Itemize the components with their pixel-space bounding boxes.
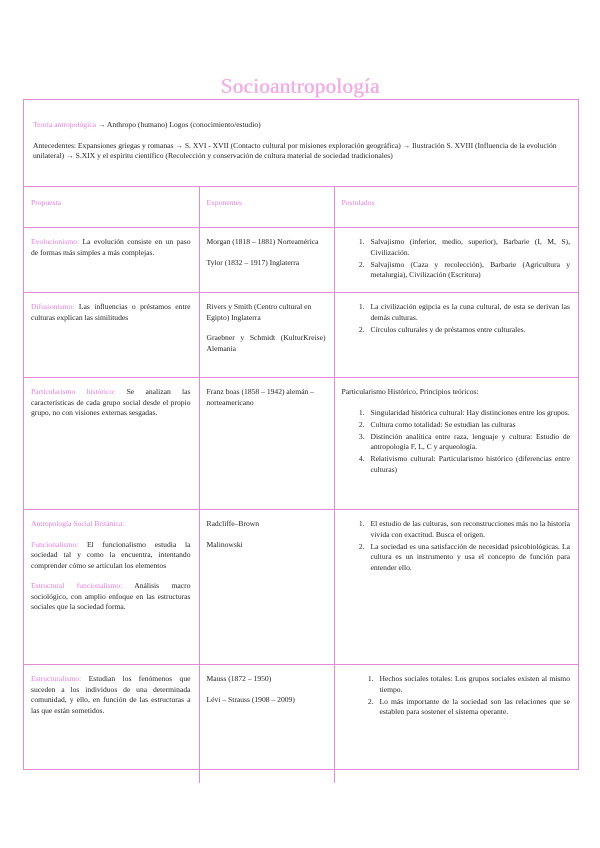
postulados-list (342, 408, 571, 476)
exponent: Radcliffe–Brown (206, 519, 260, 528)
list-item: 2. Círculos culturales y de préstamos entre culturales. (367, 325, 571, 336)
postulados-intro: Particularismo Histórico, Principios teóricos: (341, 387, 479, 396)
teoria-label: Teoría antropológica (33, 120, 96, 129)
header-exponentes: Exponentes (199, 186, 334, 228)
exponent: Mauss (1872 – 1950) (206, 674, 272, 683)
list-item: 2. Cultura como totalidad: Se estudian las culturas (367, 420, 571, 431)
exponent: Morgan (1818 – 1881) Norteamérica (206, 237, 319, 246)
theory-label: Antropología Social Británica: (31, 519, 125, 528)
propuesta-cell (24, 293, 199, 378)
theory-label: Evolucionismo: (31, 237, 80, 246)
postulados-list (342, 237, 571, 281)
exponentes-cell (199, 510, 334, 665)
postulados-list (342, 674, 571, 718)
propuesta-cell (24, 665, 199, 783)
theory-label: Particularismo histórico: (31, 387, 116, 396)
table-row (24, 228, 578, 293)
theory-description: Las influencias o préstamos entre culturas explican las similitudes (31, 302, 191, 322)
exponentes-cell (199, 665, 334, 783)
funcionalismo-text (31, 540, 191, 572)
postulados-list (342, 519, 571, 573)
list-item: 3. Distinción analítica entre raza, lenguaje y cultura: Estudio de antropología F, L, C y arqueología. (367, 432, 571, 453)
table-row (24, 510, 578, 665)
table-header-row (24, 186, 578, 228)
theory-description: Estudian los fenómenos que suceden a los individuos de una determinada comunidad, y ello, en función de las estructuras a las que están sometidos. (31, 674, 191, 715)
exponentes-cell (199, 228, 334, 293)
propuesta-cell (24, 510, 199, 665)
theory-description: El funcionalismo estudia la sociedad tal y como la encuentra, intentando comprender cómo se articulan los elementos (31, 539, 191, 570)
postulados-list (342, 302, 571, 335)
list-item: 2. Lo más importante de la sociedad son las relaciones que se establen para sostener el sistema operante. (376, 697, 571, 718)
funcionalismo-label: Funcionalismo: (31, 539, 79, 549)
theory-description: Análisis macro sociológico, con amplio enfoque en las estructuras sociales que la sociedad forma. (31, 581, 191, 611)
exponentes-cell (199, 293, 334, 378)
antecedentes-text: Antecedentes: Expansiones griegas y romanas → S. XVI - XVII (Contacto cultural por misiones exploración geográfica) → Ilustración S. XVIII (Influencia de la evolución unilateral) → S.XIX y el espíritu científico (Recolección y conservación de cultura material de sociedad tradicionales) (33, 140, 557, 160)
exponent: Franz boas (1858 – 1942) alemán – norteamericano (206, 387, 315, 407)
table-row (24, 665, 578, 783)
exponent: Lévi – Strauss (1908 – 2009) (206, 694, 295, 704)
theories-table (24, 186, 578, 783)
estructural-label: Estructural funcionalismo: (31, 581, 123, 590)
page-title: Socioantropología (220, 74, 380, 98)
content-frame (23, 99, 579, 770)
list-item: 1. El estudio de las culturas, son reconstrucciones más no la historia vivida con exactitud. Busca el origen. (367, 519, 571, 540)
list-item: 4. Relativismo cultural: Particularismo histórico (diferencias entre culturas) (367, 454, 571, 475)
list-item: 1. La civilización egipcia es la cuna cultural, de esta se derivan las demás culturas. (367, 302, 571, 323)
exponent: Malinowski (206, 539, 243, 549)
intro-section (24, 100, 577, 187)
teoria-line (33, 120, 569, 131)
list-item: 1. Salvajismo (inferior, medio, superior), Barbarie (I, M, S), Civilización. (367, 237, 571, 258)
theory-label: Difusionismo: (31, 302, 75, 311)
postulados-cell (334, 378, 578, 510)
postulados-cell (334, 228, 578, 293)
header-propuesta: Propuesta (24, 186, 199, 228)
exponent: Rivers y Smith (Centro cultural en Egipto) Inglaterra (206, 302, 312, 322)
table-row (24, 378, 578, 510)
exponent: Graebner y Schmidt (KulturKreise) Alemania (206, 333, 326, 353)
postulados-cell (334, 665, 578, 783)
postulados-cell (334, 293, 578, 378)
list-item: 1. Singularidad histórica cultural: Hay distinciones entre los grupos. (367, 408, 571, 419)
exponent: Tylor (1832 – 1917) Inglaterra (206, 257, 300, 267)
exponentes-cell (199, 378, 334, 510)
postulados-cell (334, 510, 578, 665)
theory-description: Se analizan las características de cada grupo social desde el propio grupo, no con visiones externas sesgadas. (31, 387, 191, 417)
list-item: 2. Salvajismo (Caza y recolección), Barbarie (Agricultura y metalurgia), Civilización (Escritura) (367, 260, 571, 281)
theory-label: Estructuralismo: (31, 674, 82, 683)
table-row (24, 293, 578, 378)
list-item: 1. Hechos sociales totales: Los grupos sociales existen al mismo tiempo. (376, 674, 571, 695)
teoria-text: → Anthropo (humano) Logos (conocimiento/estudio) (95, 120, 261, 129)
estructural-text (31, 581, 191, 613)
propuesta-cell (24, 228, 199, 293)
propuesta-cell (24, 378, 199, 510)
theory-description: La evolución consiste en un paso de formas más simples a más complejas. (31, 237, 191, 257)
header-postulados: Postulados (334, 186, 578, 228)
list-item: 2. La sociedad es una satisfacción de necesidad psicobiológicas. La cultura es un instrumento y usa el concepto de función para entender ello. (367, 542, 571, 574)
